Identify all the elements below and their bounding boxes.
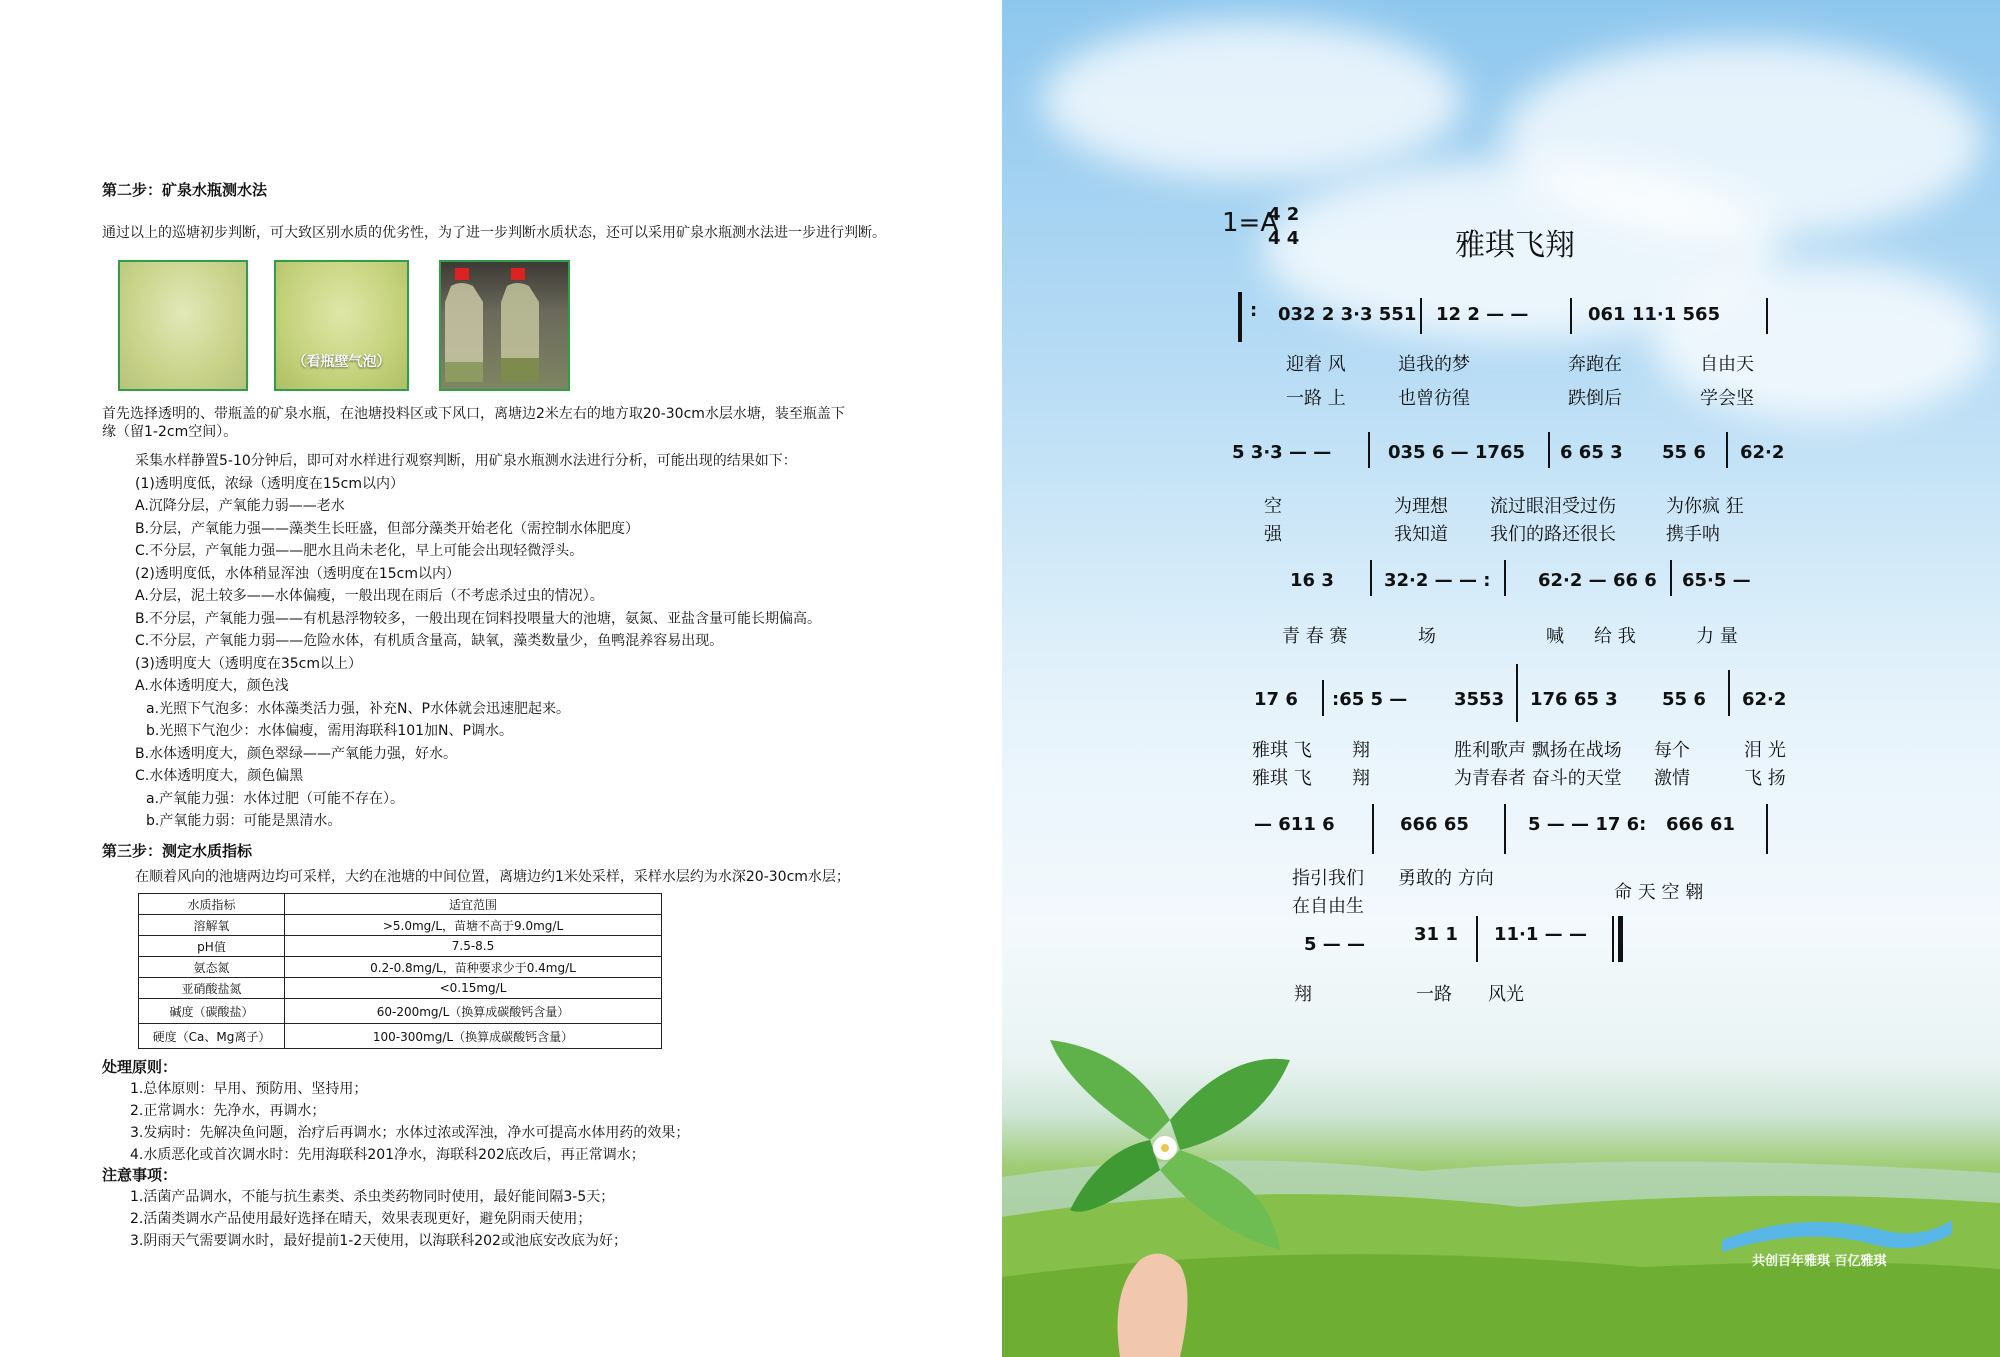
barline bbox=[1372, 804, 1374, 854]
result-line-11: a.光照下气泡多：水体藻类活力强，补充N、P水体就会迅速肥起来。 bbox=[146, 701, 570, 717]
table-cell: 60-200mg/L（换算成碳酸钙含量） bbox=[285, 999, 662, 1024]
lyric: 一路 上 bbox=[1286, 388, 1346, 409]
lyric: 空 bbox=[1264, 496, 1282, 517]
table-header-range: 适宜范围 bbox=[285, 894, 662, 915]
lyric: 自由天 bbox=[1700, 354, 1754, 375]
principle-item: 1.总体原则：早用、预防用、坚持用； bbox=[130, 1081, 368, 1097]
result-line-12: b.光照下气泡少：水体偏瘦，需用海联科101加N、P调水。 bbox=[146, 723, 513, 739]
result-line-13: B.水体透明度大，颜色翠绿——产氧能力强，好水。 bbox=[135, 746, 458, 762]
lyric: 我知道 bbox=[1394, 524, 1448, 545]
lyric: 命 天 空 翱 bbox=[1614, 882, 1704, 903]
barline bbox=[1368, 432, 1370, 468]
slogan: 共创百年雅琪 百亿雅琪 bbox=[1752, 1254, 1887, 1269]
lyric: 每个 bbox=[1654, 740, 1690, 761]
step2-intro: 通过以上的巡塘初步判断，可大致区别水质的优劣性，为了进一步判断水质状态，还可以采用矿泉水瓶测水法进一步进行判断。 bbox=[102, 225, 886, 241]
barline bbox=[1570, 298, 1572, 334]
table-row bbox=[139, 999, 662, 1024]
table-row bbox=[139, 957, 662, 978]
water-quality-table bbox=[138, 893, 662, 1049]
lyric: 一路 bbox=[1416, 984, 1452, 1005]
score-measure: — 611 6 bbox=[1254, 814, 1335, 835]
lyric: 学会坚 bbox=[1700, 388, 1754, 409]
lyric: 迎着 风 bbox=[1286, 354, 1346, 375]
principle-item: 2.正常调水：先净水，再调水； bbox=[130, 1103, 326, 1119]
lyric: 风光 bbox=[1488, 984, 1524, 1005]
result-line-1: (1)透明度低，浓绿（透明度在15cm以内） bbox=[135, 476, 404, 492]
score-measure: 62·2 bbox=[1742, 689, 1787, 710]
table-cell: 碱度（碳酸盐） bbox=[139, 999, 285, 1024]
barline bbox=[1766, 804, 1768, 854]
step3-intro: 在顺着风向的池塘两边均可采样，大约在池塘的中间位置，离塘边约1米处采样，采样水层约为水深20-30cm水层； bbox=[135, 869, 850, 885]
key-signature: 1=A bbox=[1222, 208, 1279, 238]
lyric: 在自由生 bbox=[1292, 896, 1364, 917]
result-line-8: C.不分层，产氧能力弱——危险水体，有机质含量高，缺氧，藻类数量少，鱼鸭混养容易出现。 bbox=[135, 633, 724, 649]
table-cell: <0.15mg/L bbox=[285, 978, 662, 999]
barline bbox=[1766, 298, 1768, 334]
table-cell: 100-300mg/L（换算成碳酸钙含量） bbox=[285, 1024, 662, 1049]
time-signature-top: 4 2 bbox=[1268, 204, 1300, 225]
table-cell: 硬度（Ca、Mg离子） bbox=[139, 1024, 285, 1049]
score-measure: 55 6 bbox=[1662, 442, 1706, 463]
note-item: 1.活菌产品调水，不能与抗生素类、杀虫类药物同时使用，最好能间隔3-5天； bbox=[130, 1189, 615, 1205]
result-line-0: 采集水样静置5-10分钟后，即可对水样进行观察判断，用矿泉水瓶测水法进行分析，可能出现的结果如下： bbox=[135, 453, 797, 469]
score-measure: 061 11·1 565 bbox=[1588, 304, 1721, 325]
score-measure: :65 5 — bbox=[1332, 689, 1408, 710]
lyric: 奔跑在 bbox=[1568, 354, 1622, 375]
result-line-9: (3)透明度大（透明度在35cm以上） bbox=[135, 656, 362, 672]
table-cell: 0.2-0.8mg/L，苗种要求少于0.4mg/L bbox=[285, 957, 662, 978]
barline bbox=[1612, 916, 1614, 962]
bottles-illustration bbox=[441, 262, 570, 391]
lyric: 为理想 bbox=[1394, 496, 1448, 517]
table-cell: 7.5-8.5 bbox=[285, 936, 662, 957]
score-measure: 16 3 bbox=[1290, 570, 1334, 591]
method-line-2: 缘（留1-2cm空间）。 bbox=[102, 424, 238, 440]
note-item: 2.活菌类调水产品使用最好选择在晴天，效果表现更好，避免阴雨天使用； bbox=[130, 1211, 592, 1227]
table-header-indicator: 水质指标 bbox=[139, 894, 285, 915]
score-measure: 666 61 bbox=[1666, 814, 1735, 835]
water-sample-photo-1 bbox=[118, 260, 248, 391]
lyric: 喊 bbox=[1546, 626, 1564, 647]
result-line-5: (2)透明度低，水体稍显浑浊（透明度在15cm以内） bbox=[135, 566, 460, 582]
lyric: 雅琪 飞 bbox=[1252, 740, 1312, 761]
step2-title: 第二步：矿泉水瓶测水法 bbox=[102, 181, 268, 199]
score-measure: 17 6 bbox=[1254, 689, 1298, 710]
lyric: 指引我们 bbox=[1292, 868, 1364, 889]
lyric: 翔 bbox=[1352, 740, 1370, 761]
time-signature-bottom: 4 4 bbox=[1268, 228, 1300, 249]
table-cell: 氨态氮 bbox=[139, 957, 285, 978]
barline bbox=[1726, 432, 1728, 468]
result-line-16: b.产氧能力弱：可能是黑清水。 bbox=[146, 813, 342, 829]
score-measure: 6 65 3 bbox=[1560, 442, 1623, 463]
lyric: 强 bbox=[1264, 524, 1282, 545]
barline bbox=[1322, 680, 1324, 716]
lyric: 翔 bbox=[1294, 984, 1312, 1005]
final-barline bbox=[1618, 916, 1623, 962]
score-measure: 035 6 — 1765 bbox=[1388, 442, 1525, 463]
table-row bbox=[139, 978, 662, 999]
score-measure: 176 65 3 bbox=[1530, 689, 1618, 710]
score-measure: 62·2 bbox=[1740, 442, 1785, 463]
song-title: 雅琪飞翔 bbox=[1455, 228, 1575, 263]
barline bbox=[1420, 298, 1422, 334]
table-cell: >5.0mg/L，苗塘不高于9.0mg/L bbox=[285, 915, 662, 936]
method-line-1: 首先选择透明的、带瓶盖的矿泉水瓶，在池塘投料区或下风口，离塘边2米左右的地方取20-30cm水层水塘，装至瓶盖下 bbox=[102, 406, 845, 422]
step3-title: 第三步：测定水质指标 bbox=[102, 842, 253, 860]
lyric: 勇敢的 方向 bbox=[1398, 868, 1494, 889]
score-measure: 11·1 — — bbox=[1494, 924, 1587, 945]
barline bbox=[1516, 664, 1518, 722]
lyric: 流过眼泪受过伤 bbox=[1490, 496, 1616, 517]
table-row bbox=[139, 1024, 662, 1049]
principle-item: 4.水质恶化或首次调水时：先用海联科201净水，海联科202底改后，再正常调水； bbox=[130, 1147, 645, 1163]
score-measure: 5 — — bbox=[1304, 934, 1366, 955]
barline bbox=[1370, 560, 1372, 596]
result-line-4: C.不分层，产氧能力强——肥水且尚未老化，早上可能会出现轻微浮头。 bbox=[135, 543, 584, 559]
lyric: 给 我 bbox=[1594, 626, 1636, 647]
barline bbox=[1548, 432, 1550, 468]
score-measure: 5 3·3 — — bbox=[1232, 442, 1332, 463]
result-line-3: B.分层，产氧能力强——藻类生长旺盛，但部分藻类开始老化（需控制水体肥度） bbox=[135, 521, 640, 537]
score-measure: 032 2 3·3 551 bbox=[1278, 304, 1417, 325]
table-row bbox=[139, 936, 662, 957]
score-measure: 3553 bbox=[1454, 689, 1505, 710]
repeat-barline bbox=[1238, 292, 1242, 342]
lyric: 雅琪 飞 bbox=[1252, 768, 1312, 789]
lyric: 激情 bbox=[1654, 768, 1690, 789]
table-row bbox=[139, 915, 662, 936]
score-measure: 62·2 — 66 6 bbox=[1538, 570, 1657, 591]
principle-item: 3.发病时：先解决鱼问题，治疗后再调水；水体过浓或浑浊，净水可提高水体用药的效果； bbox=[130, 1125, 690, 1141]
lyric: 也曾彷徨 bbox=[1398, 388, 1470, 409]
lyric: 力 量 bbox=[1696, 626, 1738, 647]
photo-caption: （看瓶壁气泡） bbox=[292, 354, 391, 370]
result-line-10: A.水体透明度大，颜色浅 bbox=[135, 678, 289, 694]
score-measure: 55 6 bbox=[1662, 689, 1706, 710]
barline bbox=[1670, 560, 1672, 596]
score-measure: 12 2 — — bbox=[1436, 304, 1529, 325]
lyric: 我们的路还很长 bbox=[1490, 524, 1616, 545]
score-measure: 32·2 — — : bbox=[1384, 570, 1491, 591]
lyric: 为你疯 狂 bbox=[1666, 496, 1744, 517]
score-measure: 65·5 — bbox=[1682, 570, 1751, 591]
table-cell: 亚硝酸盐氮 bbox=[139, 978, 285, 999]
notes-title: 注意事项： bbox=[102, 1166, 178, 1184]
principles-title: 处理原则： bbox=[102, 1058, 178, 1076]
note-item: 3.阴雨天气需要调水时，最好提前1-2天使用，以海联科202或池底安改底为好； bbox=[130, 1233, 627, 1249]
lyric: 为青春者 奋斗的天堂 bbox=[1454, 768, 1622, 789]
score-measure: 31 1 bbox=[1414, 924, 1458, 945]
table-cell: pH值 bbox=[139, 936, 285, 957]
score-measure: 5 — — 17 6: bbox=[1528, 814, 1647, 835]
result-line-14: C.水体透明度大，颜色偏黑 bbox=[135, 768, 304, 784]
lyric: 胜利歌声 飘扬在战场 bbox=[1454, 740, 1622, 761]
lyric: 青 春 赛 bbox=[1282, 626, 1348, 647]
lyric: 泪 光 bbox=[1744, 740, 1786, 761]
result-line-15: a.产氧能力强：水体过肥（可能不存在）。 bbox=[146, 791, 405, 807]
lyric: 携手呐 bbox=[1666, 524, 1720, 545]
pinwheel-hand-illustration bbox=[1030, 1030, 1320, 1357]
repeat-dots: : bbox=[1250, 300, 1258, 321]
score-measure: 666 65 bbox=[1400, 814, 1469, 835]
result-line-7: B.不分层，产氧能力强——有机悬浮物较多，一般出现在饲料投喂量大的池塘，氨氮、亚盐含量可能长期偏高。 bbox=[135, 611, 822, 627]
lyric: 飞 扬 bbox=[1744, 768, 1786, 789]
result-line-2: A.沉降分层，产氧能力弱——老水 bbox=[135, 498, 345, 514]
barline bbox=[1476, 916, 1478, 962]
right-page bbox=[1002, 0, 2000, 1357]
barline bbox=[1504, 560, 1506, 596]
lyric: 跌倒后 bbox=[1568, 388, 1622, 409]
result-line-6: A.分层，泥土较多——水体偏瘦，一般出现在雨后（不考虑杀过虫的情况）。 bbox=[135, 588, 604, 604]
cloud bbox=[1042, 20, 1462, 180]
barline bbox=[1728, 670, 1730, 716]
lyric: 场 bbox=[1418, 626, 1436, 647]
barline bbox=[1504, 804, 1506, 854]
water-sample-photo-2 bbox=[274, 260, 409, 391]
lyric: 追我的梦 bbox=[1398, 354, 1470, 375]
lyric: 翔 bbox=[1352, 768, 1370, 789]
table-cell: 溶解氧 bbox=[139, 915, 285, 936]
water-bottles-photo bbox=[439, 260, 570, 391]
